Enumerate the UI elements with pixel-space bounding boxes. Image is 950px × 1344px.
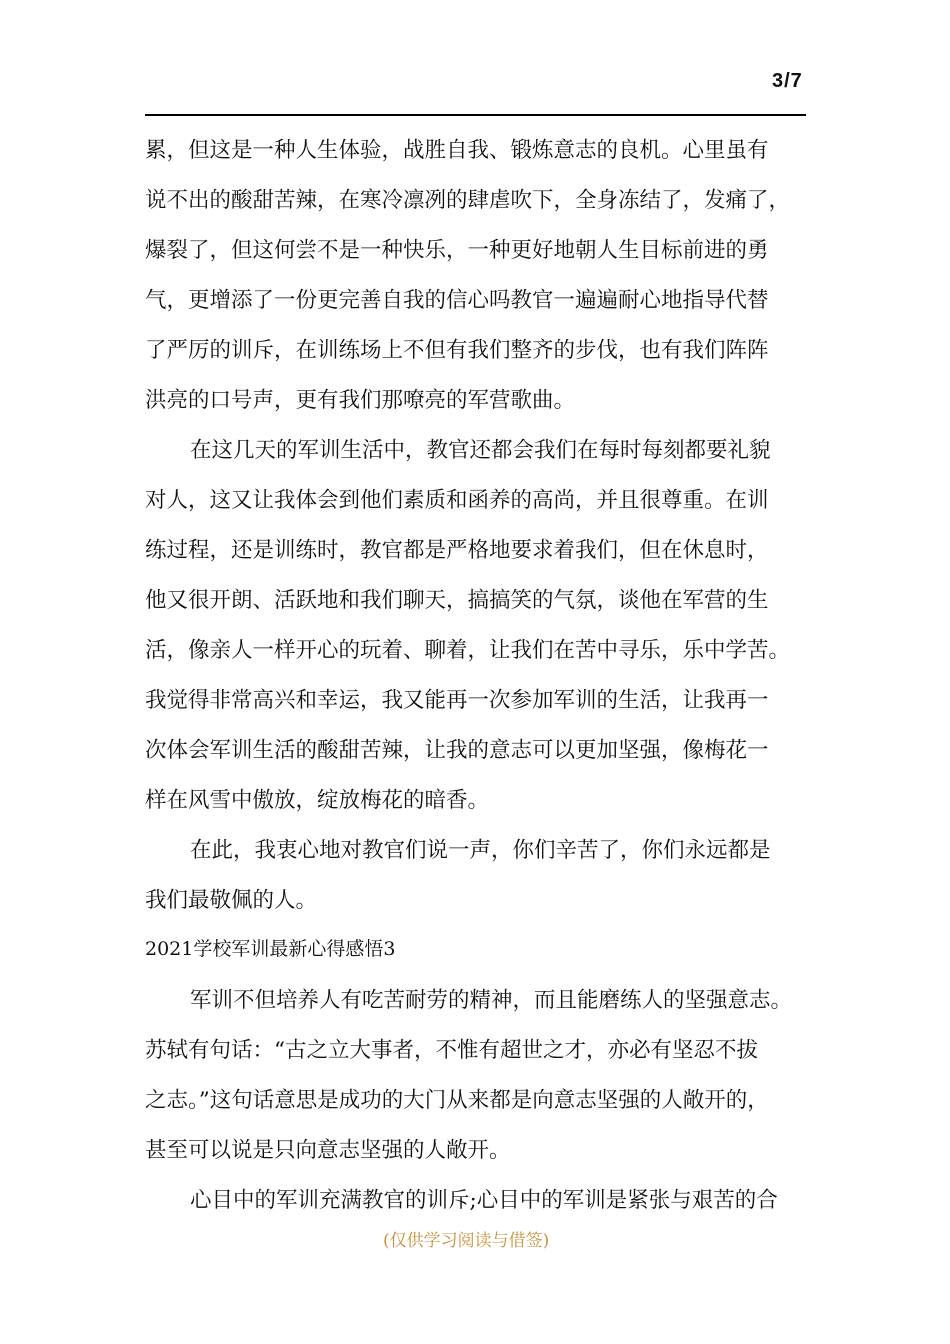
body-text-line: 说不出的酸甜苦辣，在寒冷凛冽的肆虐吹下，全身冻结了，发痛了， (145, 188, 791, 213)
header-divider (145, 114, 806, 116)
body-text-line: 练过程，还是训练时，教官都是严格地要求着我们，但在休息时， (145, 538, 769, 563)
body-text-line: 之志。”这句话意思是成功的大门从来都是向意志坚强的人敞开的， (145, 1088, 769, 1113)
body-text-line: 爆裂了，但这何尝不是一种快乐，一种更好地朝人生目标前进的勇 (145, 238, 769, 263)
body-text-line: 在这几天的军训生活中，教官还都会我们在每时每刻都要礼貌 (190, 438, 771, 463)
body-text-line: 次体会军训生活的酸甜苦辣，让我的意志可以更加坚强，像梅花一 (145, 738, 769, 763)
body-text-line: 苏轼有句话：“古之立大事者，不惟有超世之才，亦必有坚忍不拔 (145, 1038, 758, 1063)
body-text-line: 我觉得非常高兴和幸运，我又能再一次参加军训的生活，让我再一 (145, 688, 769, 713)
page-number: 3/7 (772, 70, 803, 92)
section-heading: 2021学校军训最新心得感悟3 (145, 938, 396, 960)
body-text-line: 他又很开朗、活跃地和我们聊天，搞搞笑的气氛，谈他在军营的生 (145, 588, 769, 613)
body-text-line: 军训不但培养人有吃苦耐劳的精神，而且能磨练人的坚强意志。 (190, 988, 793, 1013)
body-text-line: 活，像亲人一样开心的玩着、聊着，让我们在苦中寻乐，乐中学苦。 (145, 638, 791, 663)
body-text-line: 了严厉的训斥，在训练场上不但有我们整齐的步伐，也有我们阵阵 (145, 338, 769, 363)
body-text-line: 心目中的军训充满教官的训斥;心目中的军训是紧张与艰苦的合 (190, 1188, 778, 1213)
body-text-line: 甚至可以说是只向意志坚强的人敞开。 (145, 1138, 511, 1163)
body-text-line: 洪亮的口号声，更有我们那嘹亮的军营歌曲。 (145, 388, 576, 413)
body-text-line: 我们最敬佩的人。 (145, 888, 318, 913)
body-text-line: 对人，这又让我体会到他们素质和函养的高尚，并且很尊重。在训 (145, 488, 769, 513)
body-text-line: 气，更增添了一份更完善自我的信心吗教官一遍遍耐心地指导代替 (145, 288, 769, 313)
body-text-line: 样在风雪中傲放，绽放梅花的暗香。 (145, 788, 490, 813)
body-text-line: 累，但这是一种人生体验，战胜自我、锻炼意志的良机。心里虽有 (145, 138, 769, 163)
body-text-line: 在此，我衷心地对教官们说一声，你们辛苦了，你们永远都是 (190, 838, 771, 863)
footer-note: (仅供学习阅读与借签) (383, 1231, 550, 1251)
